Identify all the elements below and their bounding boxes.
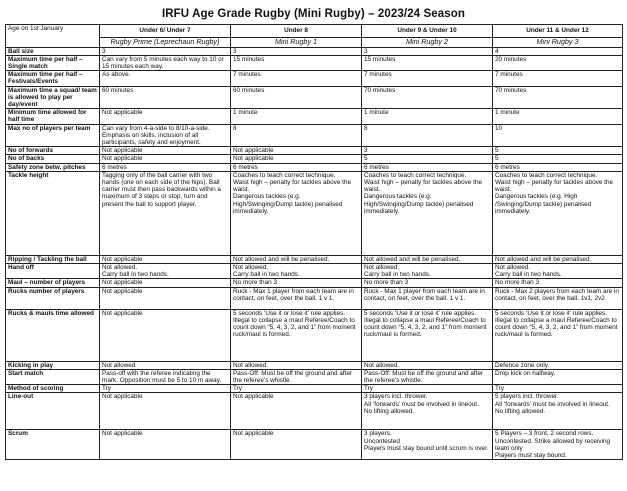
table-cell: 5 players incl. thrower. All ‘forwards’ must be involved in lineout. No lifting allowed. bbox=[493, 393, 623, 430]
table-row bbox=[6, 147, 623, 155]
rules-table bbox=[5, 24, 623, 460]
table-cell: Not applicable bbox=[231, 393, 362, 430]
table-cell: Try bbox=[362, 385, 493, 393]
category-header: Under 8 bbox=[231, 25, 362, 38]
table-cell: Not allowed and will be penalised. bbox=[493, 255, 623, 263]
table-cell: Tagging only of the ball carrier with two hands (one on each side of the hips). Ball carrier must then pass backwards within a maximum of 3 steps or stop, turn and present the ball to support player. bbox=[100, 171, 231, 255]
table-cell: 3 players. Uncontested Players must stay bound until scrum is over. bbox=[362, 430, 493, 460]
table-cell: Coaches to teach correct technique. Waist high – penalty for tackles above the waist. Dangerous tackles (e.g. High/Swinging/Dump tackle) penalised immediately. bbox=[362, 171, 493, 255]
table-cell: 1 minute bbox=[493, 109, 623, 124]
table-cell: Try bbox=[231, 385, 362, 393]
table-cell: Can vary from 4-a-side to 8/10-a-side. Emphasis on skills, inclusion of all participants, safety and enjoyment. bbox=[100, 124, 231, 147]
row-label: Maximum time per half – Single match bbox=[6, 55, 100, 70]
table-cell: 1 minute bbox=[362, 109, 493, 124]
table-cell: Ruck - Max 1 player from each team are in contact, on feet, over the ball. 1 v 1. bbox=[362, 287, 493, 309]
table-cell: Defence zone only. bbox=[493, 361, 623, 369]
table-cell: 15 minutes bbox=[231, 55, 362, 70]
table-cell: Pass-Off: Must be off the ground and after the referee’s whistle. bbox=[362, 369, 493, 384]
row-label: Tackle height bbox=[6, 171, 100, 255]
table-row bbox=[6, 55, 623, 70]
table-cell: 3 bbox=[362, 147, 493, 155]
document-title: IRFU Age Grade Rugby (Mini Rugby) – 2023/24 Season bbox=[161, 8, 465, 20]
rules-table-body bbox=[6, 25, 623, 460]
table-cell: 6 metres bbox=[100, 163, 231, 171]
table-row bbox=[6, 385, 623, 393]
table-cell: 6 metres bbox=[362, 163, 493, 171]
table-row bbox=[6, 109, 623, 124]
age-label-cell: Age on 1st January bbox=[6, 25, 100, 48]
programme-name: Mini Rugby 1 bbox=[231, 38, 362, 48]
table-cell: No more than 3 bbox=[231, 279, 362, 287]
row-label: Ball size bbox=[6, 47, 100, 55]
table-cell: As above. bbox=[100, 71, 231, 86]
row-label: Scrum bbox=[6, 430, 100, 460]
table-row bbox=[6, 309, 623, 361]
table-cell: Not allowed. Carry ball in two hands. bbox=[493, 263, 623, 278]
table-cell: Not allowed. bbox=[231, 361, 362, 369]
table-cell: Not applicable bbox=[100, 109, 231, 124]
programme-name: Mini Rugby 3 bbox=[493, 38, 623, 48]
table-cell: 5 Players – 3 front, 2 second rows. Uncontested. Strike allowed by receiving team only Players must stay bound. bbox=[493, 430, 623, 460]
table-row bbox=[6, 163, 623, 171]
table-cell: No more than 3 bbox=[493, 279, 623, 287]
programme-name: Rugby Prime (Leprechaun Rugby) bbox=[100, 38, 231, 48]
table-cell: Not applicable bbox=[231, 147, 362, 155]
row-label: Kicking in play bbox=[6, 361, 100, 369]
table-row bbox=[6, 255, 623, 263]
table-cell: Not allowed. Carry ball in two hands. bbox=[362, 263, 493, 278]
table-cell: 6 metres bbox=[493, 163, 623, 171]
table-row bbox=[6, 369, 623, 384]
table-cell: 3 players incl. thrower. All ‘forwards’ must be involved in lineout. No lifting allowed. bbox=[362, 393, 493, 430]
table-cell: 5 seconds ‘Use it or lose it’ rule applies. Illegal to collapse a maul Referee/Coach to count down “5, 4, 3, 2, and 1” from moment ruck/maul is formed. bbox=[493, 309, 623, 361]
table-cell: Pass-off with the referee indicating the mark. Opposition must be 5 to 10 m away. bbox=[100, 369, 231, 384]
row-label: Maximum time per half – Festivals/Events bbox=[6, 71, 100, 86]
table-cell: Not applicable bbox=[100, 255, 231, 263]
row-label: Max no of players per team bbox=[6, 124, 100, 147]
table-cell: 7 minutes bbox=[493, 71, 623, 86]
table-cell: 3 bbox=[362, 47, 493, 55]
table-cell: 60 minutes bbox=[100, 86, 231, 109]
table-row bbox=[6, 124, 623, 147]
table-cell: 6 metres bbox=[231, 163, 362, 171]
table-cell: 3 bbox=[231, 47, 362, 55]
table-cell: Coaches to teach correct technique. Waist high – penalty for tackles above the waist. Dangerous tackles (e.g. High /Swinging/Dump tackle) penalised immediately. bbox=[493, 171, 623, 255]
table-row bbox=[6, 71, 623, 86]
table-cell: 3 bbox=[100, 47, 231, 55]
table-cell: Not applicable bbox=[100, 279, 231, 287]
table-cell: Coaches to teach correct technique. Waist high – penalty for tackles above the waist. Dangerous tackles (e.g. High/Swinging/Dump tackle) penalised immediately. bbox=[231, 171, 362, 255]
table-row bbox=[6, 430, 623, 460]
row-label: No of backs bbox=[6, 155, 100, 163]
table-cell: 70 minutes bbox=[362, 86, 493, 109]
table-row bbox=[6, 287, 623, 309]
table-cell: Try bbox=[100, 385, 231, 393]
table-cell: Not allowed bbox=[100, 361, 231, 369]
table-cell: Not applicable bbox=[100, 155, 231, 163]
table-row bbox=[6, 361, 623, 369]
table-row bbox=[6, 155, 623, 163]
table-row bbox=[6, 279, 623, 287]
row-label: Maul – number of players bbox=[6, 279, 100, 287]
table-cell: 8 bbox=[362, 124, 493, 147]
table-cell: Not allowed and will be penalised. bbox=[231, 255, 362, 263]
table-cell: 4 bbox=[493, 47, 623, 55]
table-cell: Ruck - Max 1 player from each team are in contact, on feet, over the ball. 1 v 1. bbox=[231, 287, 362, 309]
table-cell: Not allowed and will be penalised. bbox=[362, 255, 493, 263]
row-label: Rucks number of players bbox=[6, 287, 100, 309]
table-cell: Not applicable bbox=[100, 393, 231, 430]
programme-name: Mini Rugby 2 bbox=[362, 38, 493, 48]
row-label: Start match bbox=[6, 369, 100, 384]
row-label: No of forwards bbox=[6, 147, 100, 155]
table-cell: 15 minutes bbox=[362, 55, 493, 70]
table-cell: Not applicable bbox=[231, 155, 362, 163]
table-cell: 8 bbox=[231, 124, 362, 147]
table-cell: Not allowed. bbox=[362, 361, 493, 369]
row-label: Method of scoring bbox=[6, 385, 100, 393]
table-cell: 5 bbox=[493, 147, 623, 155]
row-label: Hand off bbox=[6, 263, 100, 278]
table-cell: Not applicable bbox=[100, 430, 231, 460]
table-cell: 10 bbox=[493, 124, 623, 147]
table-cell: 5 seconds ‘Use it or lose it’ rule applies. Illegal to collapse a maul Referee/Coach to count down “5, 4, 3, 2, and 1” from moment ruck/maul is formed. bbox=[231, 309, 362, 361]
table-cell: Can vary from 5 minutes each way to 10 or 15 minutes each way. bbox=[100, 55, 231, 70]
table-cell: Drop kick on halfway. bbox=[493, 369, 623, 384]
row-label: Line-out bbox=[6, 393, 100, 430]
row-label: Ripping / Tackling the ball bbox=[6, 255, 100, 263]
table-row bbox=[6, 263, 623, 278]
table-cell: 7 minutes bbox=[231, 71, 362, 86]
row-label: Rucks & mauls time allowed bbox=[6, 309, 100, 361]
table-cell: Not allowed. Carry ball in two hands. bbox=[231, 263, 362, 278]
table-row bbox=[6, 171, 623, 255]
table-row bbox=[6, 393, 623, 430]
table-row bbox=[6, 86, 623, 109]
table-cell: 7 minutes bbox=[362, 71, 493, 86]
table-cell: 5 seconds ‘Use it or lose it’ rule applies. Illegal to collapse a maul Referee/Coach to count down “5, 4, 3, 2, and 1” from moment ruck/maul is formed. bbox=[362, 309, 493, 361]
table-cell: Not applicable bbox=[100, 147, 231, 155]
table-cell: Not applicable bbox=[100, 287, 231, 309]
category-header: Under 11 & Under 12 bbox=[493, 25, 623, 38]
category-header: Under 6/ Under 7 bbox=[100, 25, 231, 38]
table-cell: 5 bbox=[362, 155, 493, 163]
table-cell: Not allowed. Carry ball in two hands. bbox=[100, 263, 231, 278]
table-cell: 20 minutes bbox=[493, 55, 623, 70]
table-cell: Not applicable bbox=[231, 430, 362, 460]
table-cell: Ruck - Max 2 players from each team are in contact, on feet, over the ball. 1v1, 2v2 bbox=[493, 287, 623, 309]
table-row bbox=[6, 47, 623, 55]
table-cell: 70 minutes bbox=[493, 86, 623, 109]
table-cell: 5 bbox=[493, 155, 623, 163]
category-header: Under 9 & Under 10 bbox=[362, 25, 493, 38]
row-label: Maximum time a squad/ team is allowed to play per day/event bbox=[6, 86, 100, 109]
table-cell: No more than 3 bbox=[362, 279, 493, 287]
row-label: Safety zone betw. pitches bbox=[6, 163, 100, 171]
table-cell: 1 minute bbox=[231, 109, 362, 124]
table-cell: Pass-Off: Must be off the ground and after the referee’s whistle. bbox=[231, 369, 362, 384]
table-cell: 60 minutes bbox=[231, 86, 362, 109]
table-cell: Try bbox=[493, 385, 623, 393]
category-header-row bbox=[6, 25, 623, 38]
row-label: Minimum time allowed for half time bbox=[6, 109, 100, 124]
table-cell: Not applicable bbox=[100, 309, 231, 361]
